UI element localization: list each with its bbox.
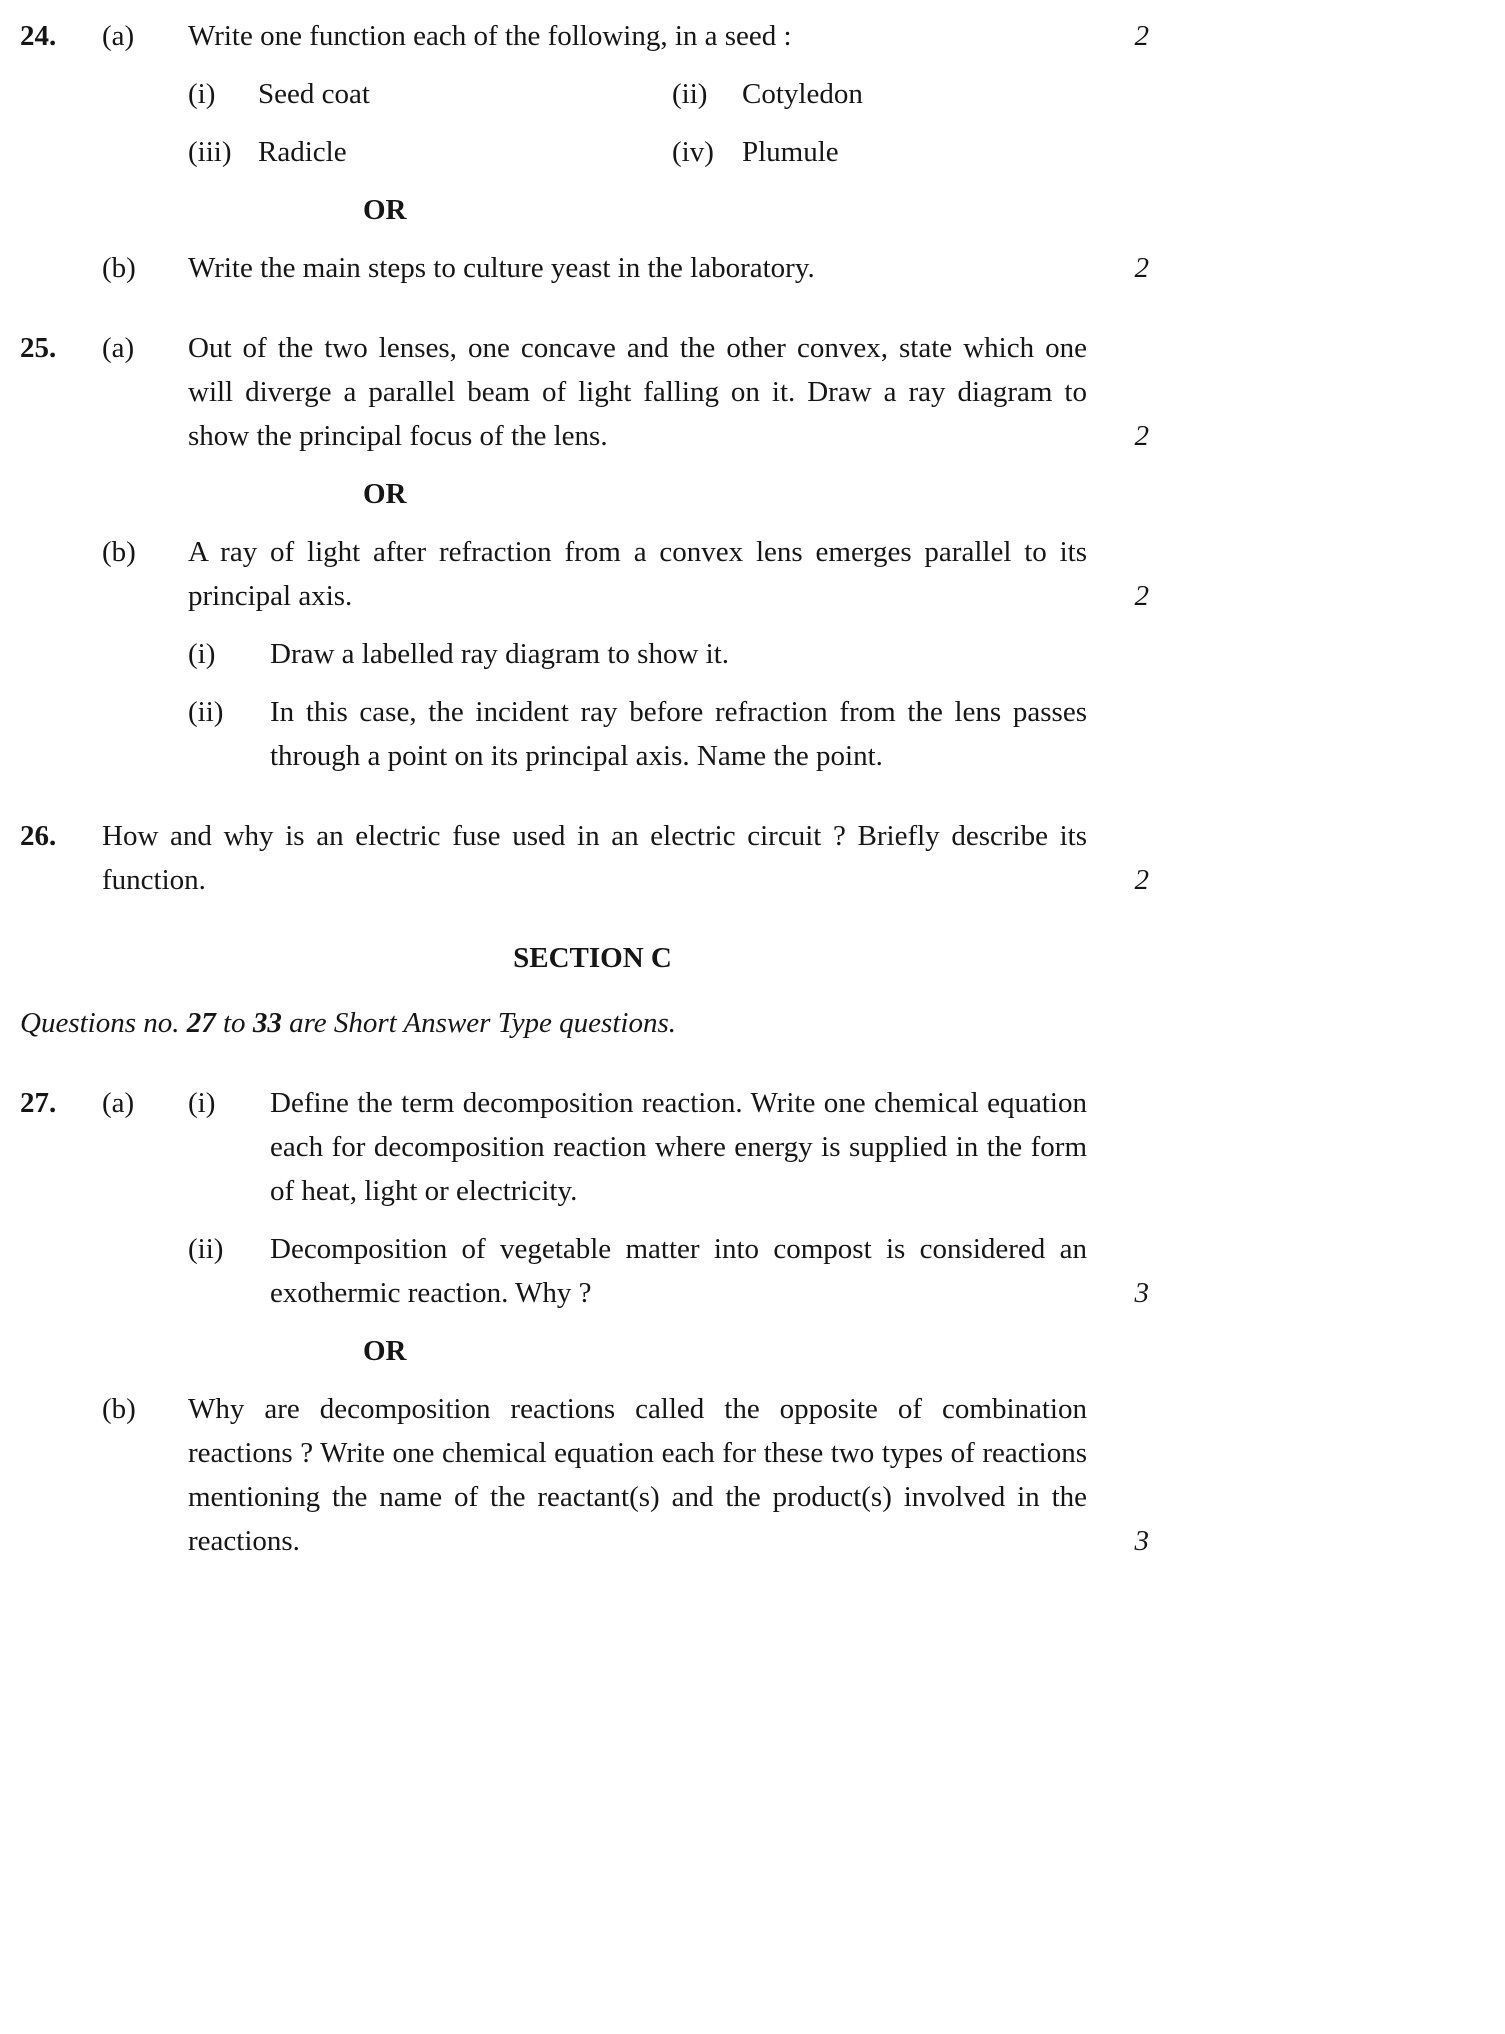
option-text: Radicle	[258, 136, 347, 168]
option-numeral: (iv)	[672, 136, 714, 168]
marks-value: 2	[1134, 420, 1149, 452]
question-26	[20, 814, 1165, 902]
marks-value: 2	[1134, 252, 1149, 284]
instruction-text: to	[215, 1007, 253, 1039]
sub-question-text: In this case, the incident ray before refraction from the lens passes through a point on its principal axis. Name the point.	[270, 696, 1087, 772]
question-row	[20, 814, 1165, 902]
sub-question	[188, 1227, 1087, 1315]
sub-question-numeral: (ii)	[188, 696, 224, 728]
question-text: Out of the two lenses, one concave and the other convex, state which one will diverge a parallel beam of light falling on it. Draw a ray diagram to show the principal focus of the lens.	[188, 332, 1087, 452]
instruction-bold-number: 33	[252, 1007, 282, 1039]
sub-question-row	[20, 1227, 1165, 1315]
page-content	[20, 14, 1165, 1563]
sub-question-row	[20, 690, 1165, 778]
question-25	[20, 326, 1165, 778]
sub-question-numeral: (i)	[188, 1087, 216, 1119]
sub-question-item	[188, 1227, 1087, 1315]
part-label: (b)	[102, 1393, 136, 1425]
part-label: (a)	[102, 332, 135, 364]
sub-question-item	[188, 1081, 1087, 1213]
option-text: Cotyledon	[742, 78, 863, 110]
question-text: Write one function each of the following, in a seed :	[188, 20, 792, 52]
question-row	[20, 1387, 1165, 1563]
sub-question-numeral: (ii)	[188, 1233, 224, 1265]
part-label: (b)	[102, 252, 136, 284]
sub-question-item	[188, 632, 1087, 676]
section-c-heading: SECTION C	[513, 942, 672, 974]
sub-question-row	[20, 632, 1165, 676]
question-text: Why are decomposition reactions called the opposite of combination reactions ? Write one chemical equation each for these two types of reactions mentioning the name of the reactant(s) and the product(s) involved in the reactions.	[188, 1393, 1087, 1557]
part-label: (b)	[102, 536, 136, 568]
sub-question	[188, 1081, 1087, 1213]
sub-question-numeral: (i)	[188, 638, 216, 670]
option-text: Seed coat	[258, 78, 370, 110]
option-numeral: (ii)	[672, 78, 708, 110]
options-row	[20, 72, 1165, 174]
or-separator: OR	[363, 1335, 407, 1367]
or-separator: OR	[363, 194, 407, 226]
marks-value: 3	[1134, 1277, 1149, 1309]
seed-options-grid	[188, 72, 1087, 174]
marks-value: 3	[1134, 1525, 1149, 1557]
sub-question	[188, 632, 1087, 676]
question-number: 24.	[20, 20, 57, 52]
sub-question-item	[188, 690, 1087, 778]
sub-question-text: Define the term decomposition reaction. Write one chemical equation each for decomposition reaction where energy is supplied in the form of heat, light or electricity.	[270, 1087, 1087, 1207]
option-numeral: (iii)	[188, 136, 232, 168]
question-row	[20, 14, 1165, 58]
question-row	[20, 246, 1165, 290]
option-numeral: (i)	[188, 78, 216, 110]
sub-question-text: Draw a labelled ray diagram to show it.	[270, 638, 730, 670]
marks-value: 2	[1134, 580, 1149, 612]
question-27	[20, 1081, 1165, 1563]
option-item	[188, 72, 672, 116]
options-body	[188, 72, 1087, 174]
question-24	[20, 14, 1165, 290]
section-instruction	[20, 1001, 1165, 1045]
marks-value: 2	[1134, 20, 1149, 52]
question-text: Write the main steps to culture yeast in the laboratory.	[188, 252, 815, 284]
instruction-text: Questions no.	[20, 1007, 187, 1039]
instruction-text: are Short Answer Type questions.	[281, 1007, 676, 1039]
question-row	[20, 326, 1165, 458]
question-text: How and why is an electric fuse used in an electric circuit ? Briefly describe its function.	[102, 820, 1087, 896]
question-number: 26.	[20, 820, 57, 852]
question-row	[20, 530, 1165, 618]
part-label: (a)	[102, 20, 135, 52]
sub-question	[188, 690, 1087, 778]
instruction-bold-number: 27	[186, 1007, 216, 1039]
question-number: 25.	[20, 332, 57, 364]
question-row	[20, 1081, 1165, 1213]
question-text: A ray of light after refraction from a convex lens emerges parallel to its principal axis.	[188, 536, 1087, 612]
or-separator: OR	[363, 478, 407, 510]
question-number: 27.	[20, 1087, 57, 1119]
option-text: Plumule	[742, 136, 839, 168]
option-item	[188, 130, 672, 174]
option-item	[672, 72, 1087, 116]
option-item	[672, 130, 1087, 174]
sub-question-text: Decomposition of vegetable matter into compost is considered an exothermic reaction. Why ?	[270, 1233, 1087, 1309]
part-label: (a)	[102, 1087, 135, 1119]
marks-value: 2	[1134, 864, 1149, 896]
